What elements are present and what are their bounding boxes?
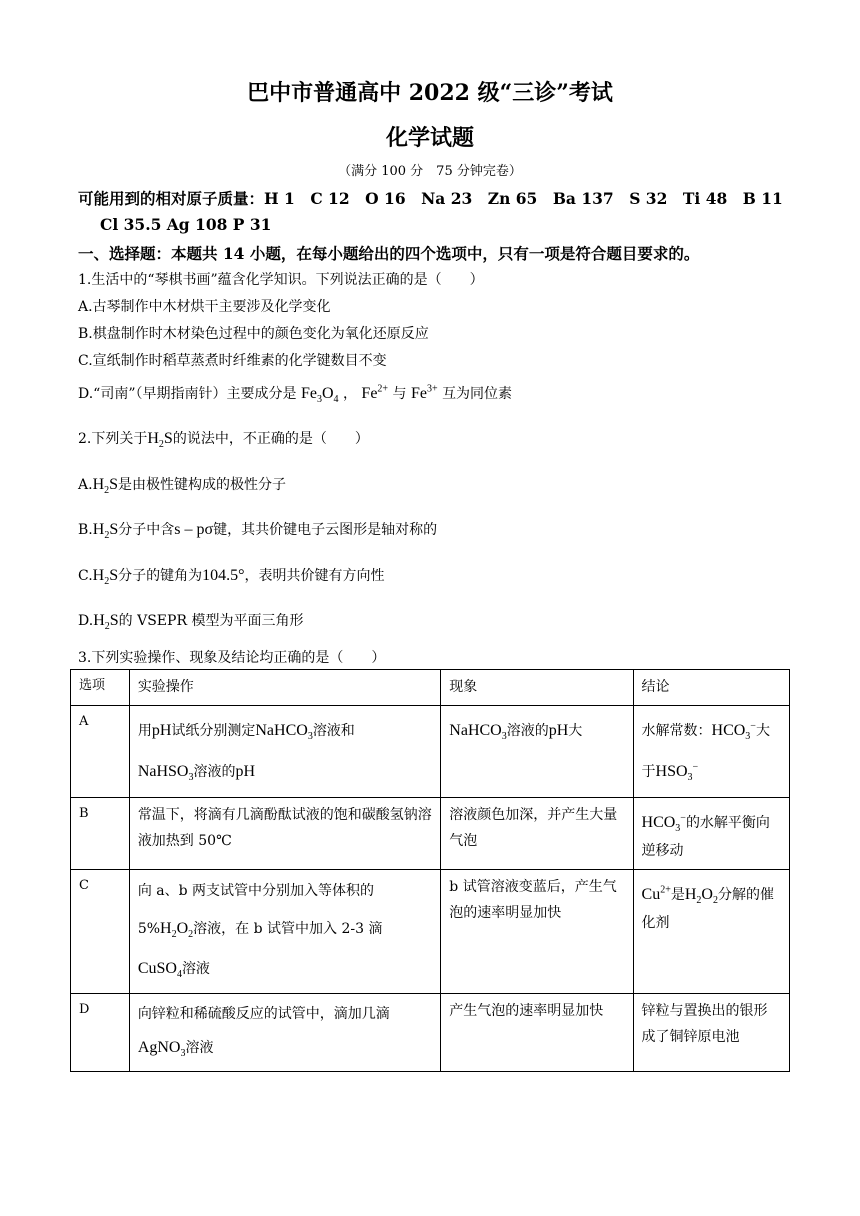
row-a-phenomenon: [441, 705, 633, 797]
q1-d-mid: ，: [342, 386, 357, 402]
table-row-d: [71, 993, 790, 1071]
row-a-concl-big: 大: [755, 722, 770, 739]
row-c-operation: [129, 869, 440, 993]
row-d-operation: [129, 993, 440, 1071]
formula-h2s: $H_2S$: [92, 567, 119, 588]
row-b-operation: 常温下，将滴有几滴酚酞试液的饱和碳酸氢钠溶液加热到 50℃: [129, 797, 440, 869]
formula-fe3plus: $Fe^{3+}$: [410, 383, 438, 402]
table-row-a: [71, 705, 790, 797]
row-d-conclusion: 锌粒与置换出的银形成了铜锌原电池: [633, 993, 789, 1071]
table-row-c: [71, 869, 790, 993]
ph-symbol: pH: [151, 721, 172, 739]
formula-h2o2: $H_2O_2$: [160, 919, 194, 940]
formula-fe2plus: $Fe^{2+}$: [361, 383, 389, 402]
formula-cu2plus: $Cu^{2+}$: [641, 884, 671, 903]
row-a-concl2: 于: [641, 764, 656, 781]
row-c-concl-mid: 是: [670, 886, 685, 903]
row-a-phen: 溶液的: [506, 722, 549, 739]
header-operation: 实验操作: [129, 670, 440, 706]
q2-a-post: 是由极性键构成的极性分子: [118, 477, 287, 493]
row-d-phenomenon: 产生气泡的速率明显加快: [441, 993, 633, 1071]
q2-b-post: 键，其共价键电子云图形是轴对称的: [213, 522, 438, 538]
exam-title: 巴中市普通高中 2022 级“三诊”考试: [247, 80, 613, 106]
row-a-op1: 用: [137, 722, 152, 739]
q2-option-d: [78, 610, 303, 632]
row-b-conclusion: [633, 797, 789, 869]
row-d-option: D: [71, 993, 130, 1071]
formula-h2s: $H_2S$: [92, 476, 119, 497]
row-c-op2-pre: 5%: [137, 920, 161, 937]
row-a-op4: 溶液的: [193, 764, 236, 781]
q1-d-and: 与: [392, 386, 407, 402]
row-a-op3: 溶液和: [312, 722, 355, 739]
q2-c-pre: C.: [78, 568, 93, 584]
q1-option-c: C.宣纸制作时稻草蒸煮时纤维素的化学键数目不变: [78, 353, 387, 369]
row-c-option: C: [71, 869, 130, 993]
formula-h2s: $H_2S$: [92, 521, 119, 542]
q1-d-pre: D.“司南”（早期指南针）主要成分是: [78, 386, 297, 402]
row-c-op2-post: 溶液，在 b 试管中加入 2-3 滴: [193, 920, 383, 937]
q1-option-a: A.古琴制作中木材烘干主要涉及化学变化: [78, 299, 331, 315]
section-heading: 一、选择题：本题共 14 小题，在每小题给出的四个选项中，只有一项是符合题目要求的。: [78, 244, 700, 263]
formula-nahco3: NaHCO$_3$: [449, 721, 507, 742]
q1-option-d: [78, 383, 512, 405]
q2-b-pre: B.: [78, 522, 93, 538]
exam-note: （满分 100 分 75 分钟完卷）: [338, 164, 522, 179]
q2-post: 的说法中，不正确的是（ ）: [172, 431, 369, 447]
row-c-conclusion: [633, 869, 789, 993]
q1-d-post: 互为同位素: [442, 386, 513, 402]
row-c-op3-post: 溶液: [181, 960, 210, 977]
ph-symbol: pH: [548, 721, 569, 739]
table-row-b: [71, 797, 790, 869]
row-c-concl-post: 分解的催化剂: [641, 886, 774, 932]
q2-option-a: [78, 474, 286, 496]
exam-subject: 化学试题: [385, 125, 474, 151]
formula-h2s: $H_2S$: [93, 612, 119, 633]
q2-a-pre: A.: [78, 477, 93, 493]
atomic-mass-line-1: 可能用到的相对原子质量：H 1 C 12 O 16 Na 23 Zn 65 Ba 137 S 32 Ti 48 B 11: [78, 189, 783, 208]
formula-cuso4: CuSO$_4$: [137, 959, 182, 980]
q2-option-b: [78, 519, 437, 541]
formula-hso3-minus: $HSO_3^-$: [655, 761, 699, 784]
row-a-option: A: [71, 705, 130, 797]
row-a-operation: [129, 705, 440, 797]
q2-c-post: ，表明共价键有方向性: [244, 568, 385, 584]
formula-h2s: $H_2S$: [147, 430, 173, 451]
ph-symbol: pH: [235, 763, 256, 781]
q2-pre: 2.下列关于: [78, 431, 148, 447]
formula-nahco3: NaHCO$_3$: [255, 721, 313, 742]
row-a-op2: 试纸分别测定: [171, 722, 256, 739]
header-phenomenon: 现象: [441, 670, 633, 706]
row-c-phenomenon: b 试管溶液变蓝后，产生气泡的速率明显加快: [441, 869, 633, 993]
row-b-phenomenon: 溶液颜色加深，并产生大量气泡: [441, 797, 633, 869]
formula-hco3-minus: $HCO_3^-$: [641, 812, 686, 834]
row-c-op1: 向 a、b 两支试管中分别加入等体积的: [137, 882, 375, 899]
q3-table: [70, 669, 790, 1072]
row-b-concl: 的水解平衡向逆移动: [641, 814, 770, 860]
q2-d-post: 的 VSEPR 模型为平面三角形: [118, 613, 304, 629]
row-a-concl1: 水解常数：: [641, 722, 712, 739]
header-option: 选项: [71, 670, 130, 706]
formula-nahso3: NaHSO$_3$: [137, 763, 194, 784]
q2-stem: [78, 428, 369, 450]
table-header-row: [71, 670, 790, 706]
q2-d-pre: D.: [78, 613, 94, 629]
q1-option-b: B.棋盘制作时木材染色过程中的颜色变化为氧化还原反应: [78, 326, 429, 342]
q2-c-mid: 分子的键角为: [118, 568, 203, 584]
header-conclusion: 结论: [633, 670, 789, 706]
q2-b-mid: 分子中含: [118, 522, 175, 538]
formula-hco3-minus: $HCO_3^-$: [711, 720, 756, 742]
row-b-option: B: [71, 797, 130, 869]
row-a-phen-big: 大: [568, 722, 583, 739]
formula-agno3: AgNO$_3$: [137, 1038, 186, 1060]
atomic-mass-line-2: Cl 35.5 Ag 108 P 31: [100, 215, 272, 234]
formula-fe3o4: $Fe_3O_4$: [300, 385, 339, 406]
formula-h2o2: $H_2O_2$: [684, 885, 718, 906]
row-d-op2-post: 溶液: [185, 1039, 214, 1056]
bond-angle: 104.5°: [202, 567, 245, 584]
q3-stem: 3.下列实验操作、现象及结论均正确的是（ ）: [78, 650, 386, 666]
s-p-sigma-bond: s – pσ: [174, 521, 214, 538]
q1-stem: 1.生活中的“琴棋书画”蕴含化学知识。下列说法正确的是（ ）: [78, 272, 484, 288]
row-a-conclusion: [633, 705, 789, 797]
q2-option-c: [78, 565, 385, 587]
row-d-op1: 向锌粒和稀硫酸反应的试管中，滴加几滴: [137, 1005, 390, 1022]
